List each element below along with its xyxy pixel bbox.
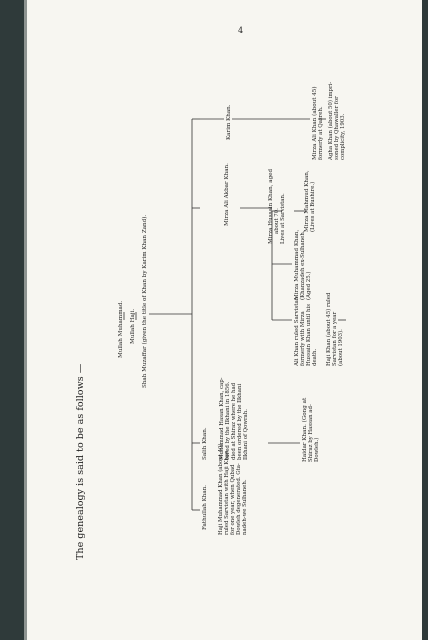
person-mirza-hussain-khan: Mirza Hussain Khan, aged (268, 168, 274, 244)
genealogy-heading: The genealogy is said to be as follows — (75, 363, 86, 560)
book-page (24, 0, 422, 640)
note-agha-khan-line-2: soned by Qhawaller for (334, 96, 340, 160)
note-salih-line-2: tured by the Ilkhani in 1856. (225, 381, 231, 460)
note-ali-khan-line-3: death. (312, 348, 318, 366)
note-fathullah-line-2: ruled Sarvistan with Haji Khan (224, 450, 230, 535)
note-agha-khan-line-3: complicity, 1903. (340, 113, 346, 160)
note-fathullah-line-4: Dowleh degenerated. Gta- (236, 463, 242, 535)
person-karim-khan: Karim Khan. (226, 104, 232, 140)
note-fathullah-line-5: nadeh-we Sulhaneh. (242, 479, 248, 535)
note-salih-line-3: died at Shiraz where he had (231, 382, 237, 460)
person-mirza-ali-khan: Mirza Ali Khan (about 45) (312, 86, 318, 160)
person-salih-khan: Salih Khan. (202, 427, 208, 460)
note-haidar-line-2: Dowleh.) (314, 437, 320, 462)
note-ali-khan-line-2: Hussain Khan until his (306, 304, 312, 366)
person-fathullah-khan: Fathullah Khan. (202, 484, 208, 530)
ancestor-shah-muzaffar: Shah Muzaffar (given the title of Khan by Karim Khan Zand). (142, 214, 148, 388)
note-mirza-mahmud-line-1: (Lives at Bushire.) (310, 181, 316, 232)
note-haidar-line-1: Shiraz by Hassan ad- (308, 404, 314, 462)
person-mirza-muhammad-khan: Mirza Muhammad Khan, (294, 229, 300, 300)
person-mirza-ali-akbar-khan: Mirza Ali Akbar Khan. (224, 163, 230, 226)
ancestor-mullah-haji: Mullah Haji. (130, 308, 136, 344)
note-mirza-hussain-line-1: about 70. (274, 208, 280, 234)
note-mirza-muhammad-line-1: (Khanzadeh ex-Sulhaneh. (300, 230, 306, 300)
person-haidar-khan: Haidar Khan. (Gong at (302, 397, 308, 462)
note-agha-khan-line-1: Agha Khan (about 50) impri- (328, 81, 334, 160)
note-salih-line-5: Ilkhani of Qowrah. (243, 409, 249, 460)
person-mirza-mahmud-khan: Mirza Mahmud Khan, (304, 170, 310, 232)
note-haji-khan-line-2: Sarvistan for a year (332, 311, 338, 366)
note-fathullah-line-1: Haji Muhammad Khan (about 40) (218, 443, 224, 535)
note-mirza-ali-khan-line-1: formerly at Qasreh. (318, 106, 324, 160)
person-ali-khan: Ali Khan ruled Sarvistan (294, 296, 300, 366)
note-ali-khan-line-1: formerly with Mirza (300, 311, 306, 366)
note-mirza-hussain-line-2: Lives at Sarvistan. (280, 193, 286, 244)
note-fathullah-line-3: for one year, when Qubad (230, 464, 236, 535)
ancestor-mullah-muhammad: Mullah Muhammad. (118, 300, 124, 358)
note-salih-line-4: been ordered by the Ilkhani (237, 383, 243, 460)
note-haji-khan-line-3: (about 1903). (338, 329, 344, 366)
note-haji-khan-line-1: Haji Khan (about 45) ruled (326, 292, 332, 366)
note-salih-line-1: Muhammad Hasan Khan, cap- (219, 377, 225, 460)
note-mirza-muhammad-line-2: (Aged 25.) (306, 271, 312, 300)
page-number: 4 (238, 26, 244, 35)
